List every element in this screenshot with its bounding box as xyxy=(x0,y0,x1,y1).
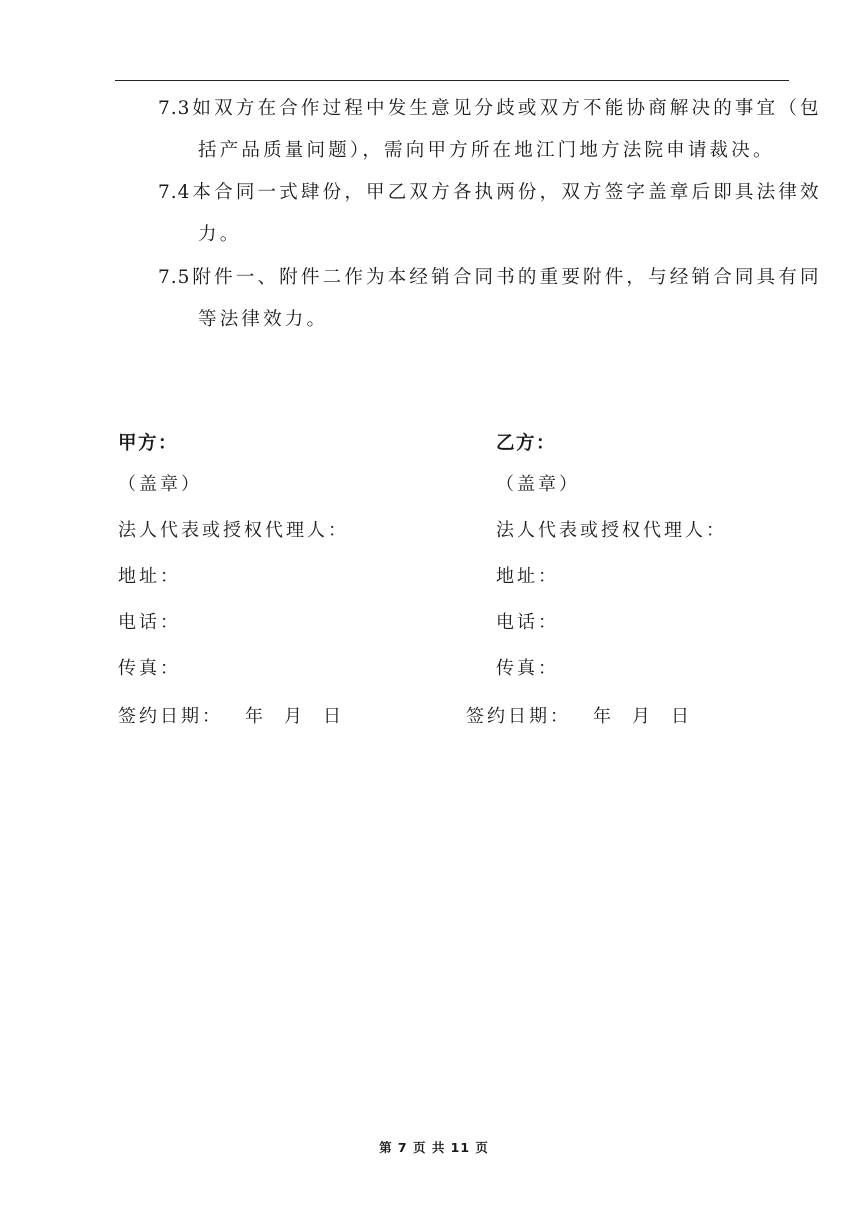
header-rule xyxy=(115,80,789,81)
clause-7-4 xyxy=(158,172,822,256)
sign-date-year: 年 xyxy=(593,706,614,727)
party-a-representative: 法人代表或授权代理人： xyxy=(118,520,349,541)
party-a-fax: 传真： xyxy=(118,658,181,679)
clause-7-5 xyxy=(158,257,822,341)
sign-date-month: 月 xyxy=(632,706,653,727)
sign-date-day: 日 xyxy=(671,706,692,727)
clause-continuation: 括产品质量问题），需向甲方所在地江门地方法院申请裁决。 xyxy=(198,140,775,161)
party-b-seal: （盖章） xyxy=(496,474,580,495)
party-a-seal: （盖章） xyxy=(118,474,202,495)
clause-text: 如双方在合作过程中发生意见分歧或双方不能协商解决的事宜（包 xyxy=(192,98,822,119)
party-a-sign-date xyxy=(118,700,344,734)
clause-text: 附件一、附件二作为本经销合同书的重要附件，与经销合同具有同 xyxy=(192,267,822,288)
party-a-phone: 电话： xyxy=(118,612,181,633)
party-a-block xyxy=(118,426,498,692)
sign-date-month: 月 xyxy=(284,706,305,727)
party-b-sign-date xyxy=(466,700,692,734)
clause-continuation: 等法律效力。 xyxy=(198,309,329,330)
party-b-fax: 传真： xyxy=(496,658,559,679)
sign-date-year: 年 xyxy=(245,706,266,727)
sign-date-day: 日 xyxy=(323,706,344,727)
party-b-block xyxy=(496,426,868,692)
clause-text: 本合同一式肆份，甲乙双方各执两份，双方签字盖章后即具法律效 xyxy=(192,182,822,203)
party-b-phone: 电话： xyxy=(496,612,559,633)
clause-line xyxy=(158,172,822,214)
party-b-title: 乙方： xyxy=(496,433,557,454)
party-b-address: 地址： xyxy=(496,566,559,587)
clause-continuation: 力。 xyxy=(198,224,242,245)
clause-number: 7.3 xyxy=(158,98,191,119)
clause-line xyxy=(158,257,822,299)
party-a-title: 甲方： xyxy=(118,433,179,454)
sign-date-label: 签约日期： xyxy=(118,706,223,727)
clause-number: 7.4 xyxy=(158,182,191,203)
clause-number: 7.5 xyxy=(158,267,191,288)
sign-date-label: 签约日期： xyxy=(466,706,571,727)
clause-line xyxy=(158,88,822,130)
page-footer: 第 7 页 共 11 页 xyxy=(379,1140,489,1155)
party-b-representative: 法人代表或授权代理人： xyxy=(496,520,727,541)
clause-7-3 xyxy=(158,88,822,172)
party-a-address: 地址： xyxy=(118,566,181,587)
